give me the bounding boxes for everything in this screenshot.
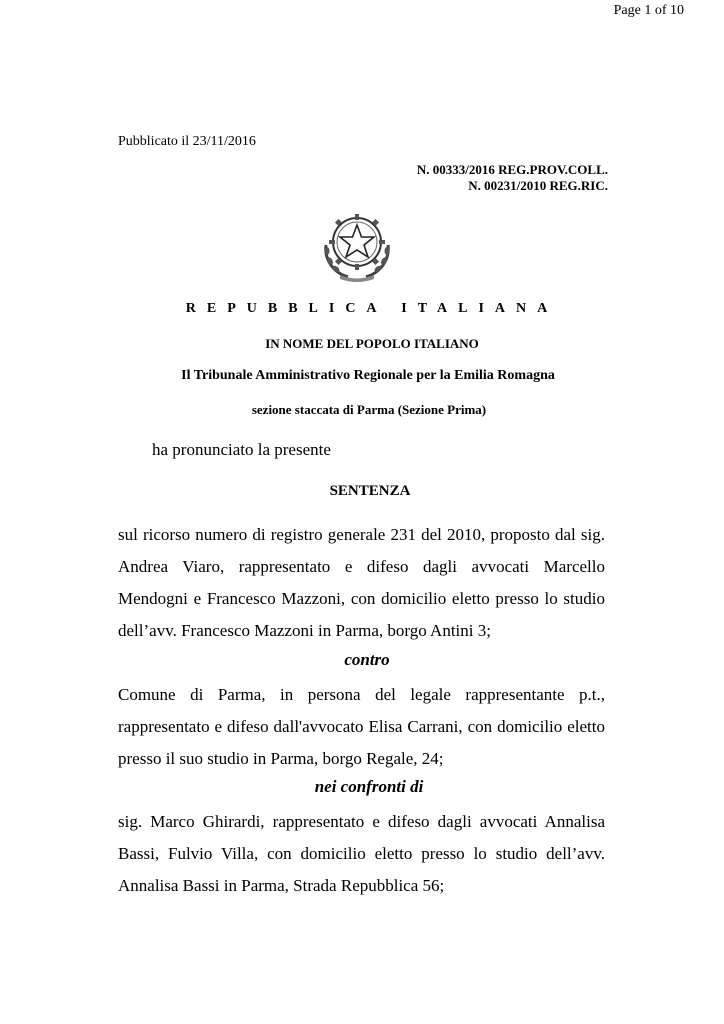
tribunal-name: Il Tribunale Amministrativo Regionale per la Emilia Romagna — [181, 368, 555, 383]
republic-title: REPUBBLICA ITALIANA — [185, 301, 559, 316]
reg-ric-number: N. 00231/2010 REG.RIC. — [468, 178, 608, 193]
contro-heading: contro — [344, 650, 390, 669]
nei-confronti-heading: nei confronti di — [314, 777, 424, 796]
sentenza-heading: SENTENZA — [329, 483, 411, 499]
in-nome-heading: IN NOME DEL POPOLO ITALIANO — [265, 336, 479, 351]
paragraph-ghirardi: sig. Marco Ghirardi, rappresentato e difeso dagli avvocati Annalisa Bassi, Fulvio Villa, con domicilio eletto presso lo studio dell’avv. Annalisa Bassi in Parma, Strada Repubblica 56; — [118, 812, 605, 895]
pronunciato-line: ha pronunciato la presente — [152, 440, 331, 459]
paragraph-comune: Comune di Parma, in persona del legale rappresentante p.t., rappresentato e difeso dall'avvocato Elisa Carrani, con domicilio eletto presso il suo studio in Parma, borgo Regale, 24; — [118, 685, 605, 768]
publication-date: Pubblicato il 23/11/2016 — [118, 134, 256, 149]
italian-republic-emblem-icon — [318, 205, 396, 283]
section-name: sezione staccata di Parma (Sezione Prima) — [251, 402, 487, 417]
reg-prov-coll-number: N. 00333/2016 REG.PROV.COLL. — [416, 162, 608, 177]
paragraph-ricorso: sul ricorso numero di registro generale 231 del 2010, proposto dal sig. Andrea Viaro, rappresentato e difeso dagli avvocati Marcello Mendogni e Francesco Mazzoni, con domicilio eletto presso lo studio dell’avv. Francesco Mazzoni in Parma, borgo Antini 3; — [118, 525, 605, 640]
page-indicator: Page 1 of 10 — [613, 3, 684, 18]
